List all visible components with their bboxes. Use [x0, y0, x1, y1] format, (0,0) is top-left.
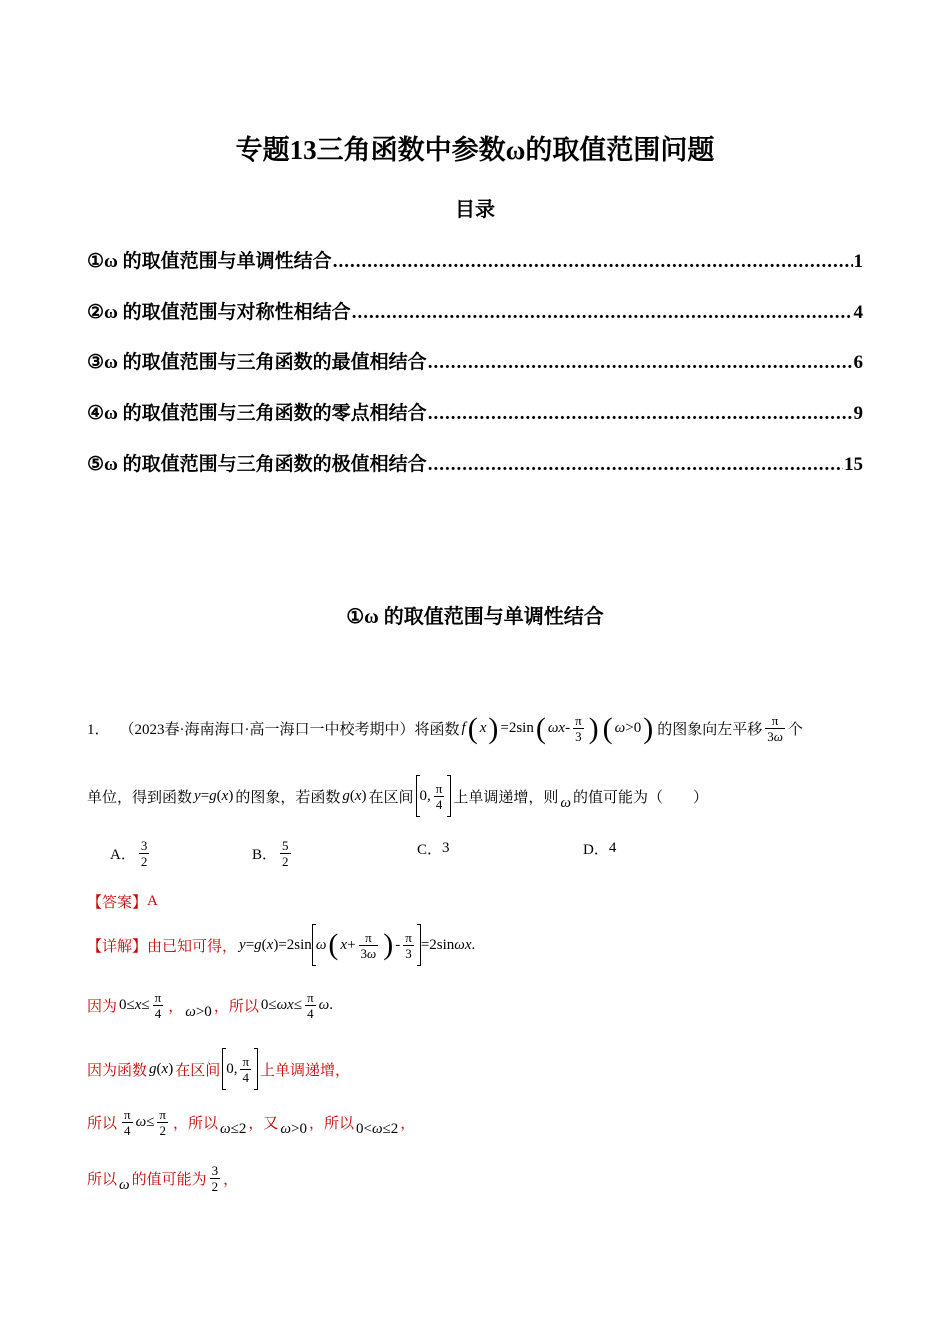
interval: 0, $\frac{\pi}{4}$: [222, 1048, 258, 1090]
detail-formula: y = g ( x )=2sin ω ( x + $\frac{\pi}{3\omega}$ ) - $\frac{\pi}{3}$ =2sin ωx .: [239, 924, 475, 966]
question-text: 的图象向左平移: [657, 722, 763, 738]
option-fraction: $\frac{5}{2}$: [282, 838, 289, 869]
question-text: 的值可能为（ ）: [572, 789, 708, 806]
toc-item-label: ⑤ω 的取值范围与三角函数的极值相结合: [87, 454, 427, 475]
question-text: 在区间: [368, 789, 414, 806]
detail-text: 由已知可得，: [147, 938, 238, 955]
question-line-1: [87, 713, 803, 744]
solution-text: 所以: [188, 1116, 219, 1132]
detail-line: [87, 924, 477, 966]
inequality-pi-omega: $\frac{\pi}{4}$ ω ≤ $\frac{\pi}{2}$: [124, 1107, 166, 1138]
omega-positive: ω >0: [280, 1121, 307, 1137]
question-source: （2023春·海南海口·高一海口一中校考期中）将函数: [119, 722, 460, 738]
option-label: C．: [417, 842, 443, 858]
option-label: A．: [110, 847, 136, 863]
solution-text: 的值可能为: [131, 1172, 207, 1188]
solution-text: 所以: [323, 1116, 354, 1132]
toc-item-5[interactable]: [87, 449, 863, 476]
question-number: 1．: [87, 722, 110, 738]
omega-le-2: ω ≤2: [220, 1121, 247, 1137]
question-text: 的图象，若函数: [235, 789, 341, 806]
toc-item-1[interactable]: [87, 246, 863, 273]
inequality-x: 0≤ x ≤ $\frac{\pi}{4}$: [119, 990, 162, 1021]
section-heading: ①ω 的取值范围与单调性结合: [346, 606, 604, 628]
option-d[interactable]: [583, 838, 616, 859]
toc-item-label: ④ω 的取值范围与三角函数的零点相结合: [87, 403, 427, 424]
option-a[interactable]: [110, 838, 152, 869]
toc-item-page: 1: [853, 251, 863, 272]
question-text: 单位，得到函数: [87, 789, 193, 806]
toc-item-label: ①ω 的取值范围与单调性结合: [87, 251, 332, 272]
solution-line-2: [87, 1048, 350, 1090]
answer-fraction: $\frac{3}{2}$: [211, 1163, 219, 1194]
solution-text: 因为函数: [87, 1062, 148, 1079]
shift-fraction: $\frac{\pi}{3\omega}$: [767, 713, 783, 744]
toc-item-4[interactable]: [87, 398, 863, 425]
toc-item-label: ③ω 的取值范围与三角函数的最值相结合: [87, 352, 427, 373]
solution-line-3: 所以 $\frac{\pi}{4}$ ω ≤ $\frac{\pi}{2}$ ， 所以 ω ≤2 ， 又 ω >0 ， 所以 0< ω ≤2 ，: [87, 1107, 416, 1138]
solution-text: 所以: [87, 1116, 118, 1132]
omega-symbol: ω: [560, 794, 571, 811]
question-text: 上单调递增，则: [453, 789, 559, 806]
option-c[interactable]: [417, 838, 450, 859]
omega-positive: ω >0: [185, 1004, 212, 1020]
option-b[interactable]: [252, 838, 294, 869]
solution-text: 因为: [87, 999, 118, 1015]
toc-item-page: 6: [853, 352, 863, 373]
toc-leader-dots: [352, 302, 853, 324]
solution-text: 在区间: [175, 1062, 221, 1079]
toc-leader-dots: [428, 403, 853, 425]
page-title: 专题13三角函数中参数ω的取值范围问题: [235, 135, 715, 165]
solution-text: 所以: [228, 999, 259, 1015]
solution-line-1: 因为 0≤ x ≤ $\frac{\pi}{4}$ ， ω >0 ， 所以 0≤ ωx ≤ $\frac{\pi}{4}$ ω .: [87, 990, 333, 1021]
question-text: 个: [787, 722, 803, 738]
formula-gx: g ( x ): [149, 1060, 174, 1077]
answer-value: A: [147, 893, 158, 909]
option-fraction: $\frac{3}{2}$: [140, 838, 148, 869]
toc-leader-dots: [333, 251, 853, 273]
solution-line-4: 所以 ω 的值可能为 $\frac{3}{2}$ ，: [87, 1163, 239, 1194]
toc-item-label: ②ω 的取值范围与对称性相结合: [87, 302, 351, 323]
solution-text: 所以: [87, 1172, 118, 1188]
toc-item-page: 15: [844, 454, 863, 475]
solution-text: 又: [263, 1116, 279, 1132]
toc-item-page: 9: [853, 403, 863, 424]
detail-label: 【详解】: [87, 938, 148, 955]
answer-label: 【答案】: [87, 895, 148, 911]
option-label: D．: [583, 842, 609, 858]
formula-gx: g ( x ): [342, 787, 367, 804]
answer-line: [87, 891, 158, 912]
solution-text: 上单调递增，: [260, 1062, 351, 1079]
option-label: B．: [252, 847, 278, 863]
option-value: 4: [608, 840, 617, 856]
formula-f: f ( x ) =2sin ( ωx - $\frac{\pi}{3}$ ) ( ω >0 ): [461, 711, 654, 745]
toc-leader-dots: [428, 454, 843, 476]
interval: 0, $\frac{\pi}{4}$: [416, 775, 452, 817]
option-value: 3: [442, 840, 450, 856]
toc-leader-dots: [428, 352, 853, 374]
omega-range: 0< ω ≤2: [355, 1121, 399, 1137]
omega-symbol: ω: [119, 1177, 130, 1193]
inequality-omega-x: 0≤ ωx ≤ $\frac{\pi}{4}$ ω .: [260, 990, 333, 1021]
formula-g: y = g ( x ): [194, 787, 234, 804]
toc-item-3[interactable]: [87, 347, 863, 374]
question-line-2: [87, 775, 708, 817]
toc-item-2[interactable]: [87, 297, 863, 324]
toc-heading: 目录: [455, 199, 495, 221]
toc-item-page: 4: [853, 302, 863, 323]
